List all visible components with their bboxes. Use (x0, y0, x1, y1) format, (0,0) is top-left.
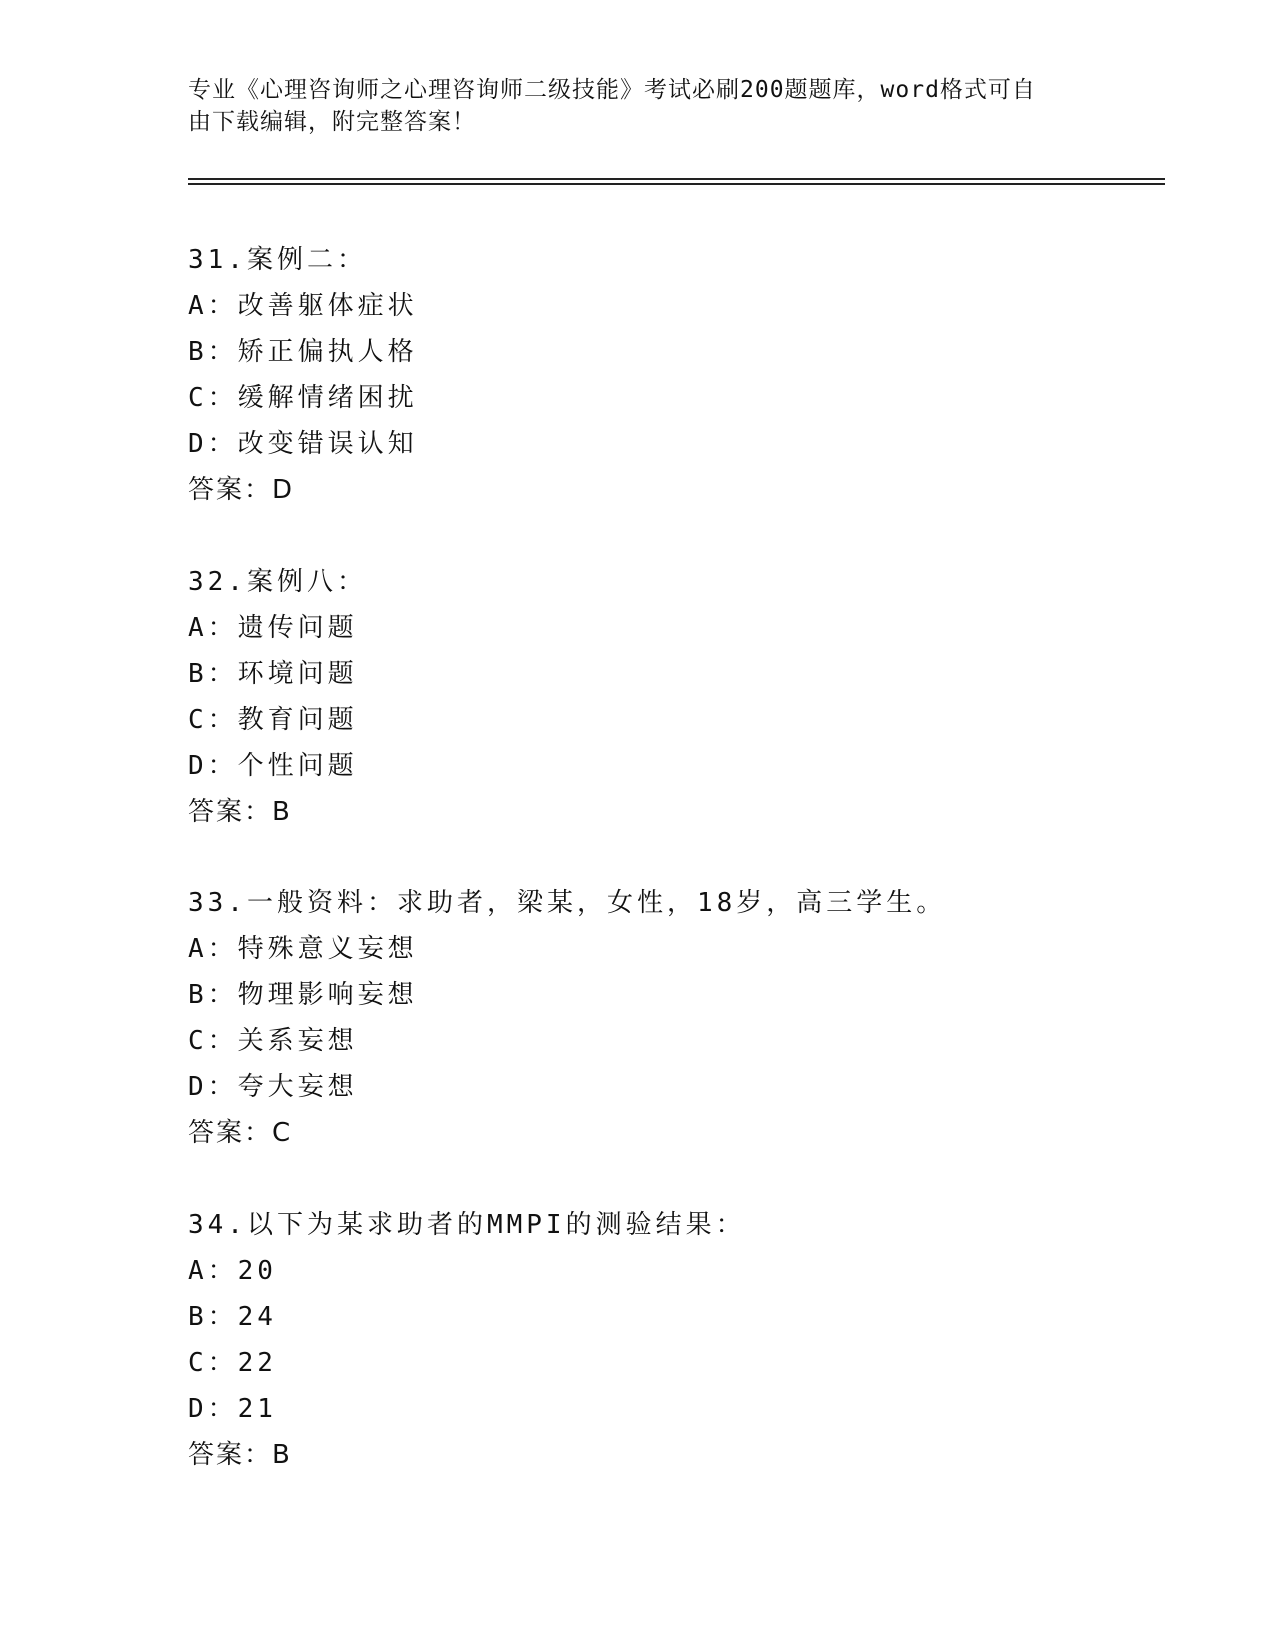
option-a: A：20 (188, 1256, 277, 1286)
option-b: B：矫正偏执人格 (188, 337, 418, 367)
header-divider-bottom (188, 183, 1165, 185)
document-header (188, 74, 1078, 138)
header-divider-top (188, 178, 1165, 180)
option-a: A：遗传问题 (188, 613, 358, 643)
option-a: A：特殊意义妄想 (188, 934, 418, 964)
option-c: C：缓解情绪困扰 (188, 383, 418, 413)
answer-line: 答案：C (188, 1118, 293, 1148)
option-c: C：22 (188, 1348, 277, 1378)
question-stem: 34.以下为某求助者的MMPI的测验结果： (188, 1210, 746, 1240)
header-line-2: 由下载编辑，附完整答案！ (188, 109, 476, 135)
question-34 (188, 1202, 1148, 1478)
option-b: B：物理影响妄想 (188, 980, 418, 1010)
option-a: A：改善躯体症状 (188, 291, 418, 321)
question-stem: 32.案例八： (188, 567, 367, 597)
option-b: B：环境问题 (188, 659, 358, 689)
header-line-1: 专业《心理咨询师之心理咨询师二级技能》考试必刷200题题库，word格式可自 (188, 77, 1036, 103)
option-c: C：关系妄想 (188, 1026, 358, 1056)
option-d: D：改变错误认知 (188, 429, 418, 459)
answer-line: 答案：B (188, 797, 292, 827)
option-d: D：21 (188, 1394, 277, 1424)
question-stem: 33.一般资料：求助者，梁某，女性，18岁，高三学生。 (188, 888, 947, 918)
option-d: D：个性问题 (188, 751, 358, 781)
answer-line: 答案：B (188, 1440, 292, 1470)
question-stem: 31.案例二： (188, 245, 367, 275)
answer-line: 答案：D (188, 475, 295, 505)
question-31 (188, 237, 1148, 513)
question-33 (188, 880, 1148, 1156)
question-32 (188, 559, 1148, 835)
option-c: C：教育问题 (188, 705, 358, 735)
option-d: D：夸大妄想 (188, 1072, 358, 1102)
option-b: B：24 (188, 1302, 277, 1332)
